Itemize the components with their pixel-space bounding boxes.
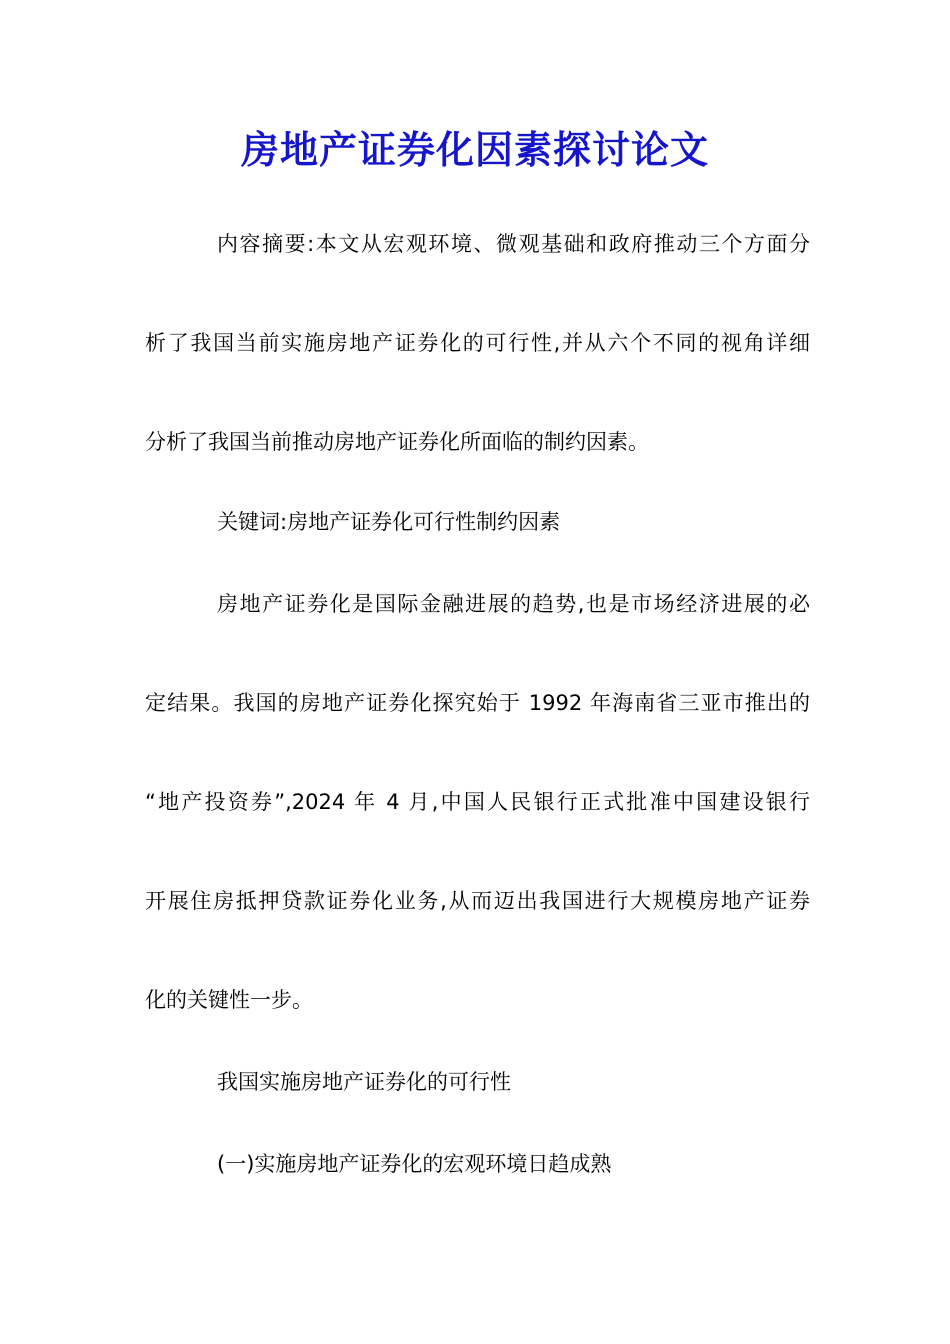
- subsection-heading: (一)实施房地产证券化的宏观环境日趋成熟: [217, 1152, 612, 1176]
- abstract-line-3: 分析了我国当前推动房地产证券化所面临的制约因素。: [145, 430, 649, 454]
- section-heading: 我国实施房地产证券化的可行性: [217, 1070, 511, 1094]
- abstract-line-2: 析了我国当前实施房地产证券化的可行性,并从六个不同的视角详细: [145, 331, 810, 355]
- body-line-1: 房地产证券化是国际金融进展的趋势,也是市场经济进展的必: [217, 592, 810, 616]
- body-line-3: “地产投资券”,2024 年 4 月,中国人民银行正式批准中国建设银行: [145, 790, 810, 814]
- body-line-2: 定结果。我国的房地产证券化探究始于 1992 年海南省三亚市推出的: [145, 691, 810, 715]
- abstract-line-1: 内容摘要:本文从宏观环境、微观基础和政府推动三个方面分: [217, 232, 810, 256]
- body-line-4: 开展住房抵押贷款证券化业务,从而迈出我国进行大规模房地产证券: [145, 889, 810, 913]
- keywords-line: 关键词:房地产证券化可行性制约因素: [217, 510, 561, 534]
- body-line-5: 化的关键性一步。: [145, 988, 313, 1012]
- document-title: 房地产证券化因素探讨论文: [240, 127, 709, 172]
